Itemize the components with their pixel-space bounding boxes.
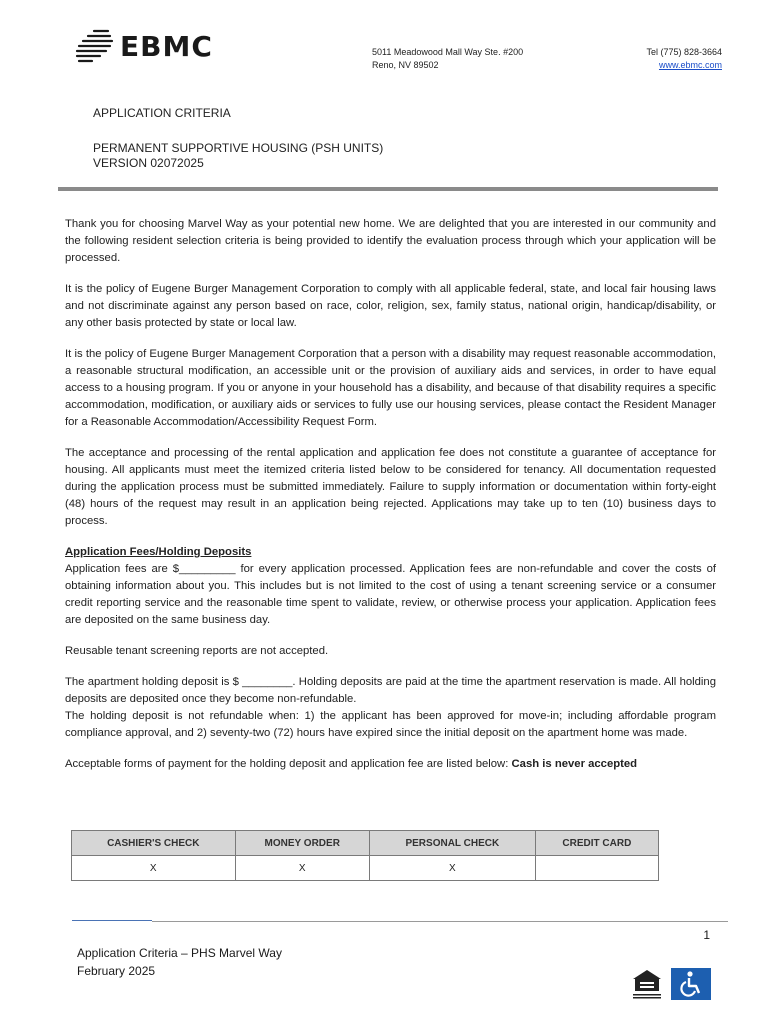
accessibility-badge — [671, 968, 711, 1000]
equal-housing-icon — [630, 968, 664, 1000]
table-cell: X — [235, 856, 369, 881]
website-link[interactable]: www.ebmc.com — [658, 60, 722, 70]
page-number: 1 — [703, 928, 710, 942]
deposit-refund-paragraph: The holding deposit is not refundable when: 1) the applicant has been approved for move-in; including affordable program compliance approval, and 2) seventy-two (72) hours have expired since the initial deposit on the apartment home was made. — [65, 710, 716, 739]
screening-reports-paragraph: Reusable tenant screening reports are not accepted. — [65, 645, 329, 657]
no-cash-notice: Cash is never accepted — [511, 758, 638, 770]
logo-text: EBMC — [120, 29, 213, 63]
company-logo — [72, 28, 213, 64]
footer-title: Application Criteria – PHS Marvel Way — [77, 946, 282, 960]
footer — [77, 944, 282, 980]
wheelchair-icon — [677, 970, 705, 998]
holding-deposit-paragraph: The apartment holding deposit is $ ________. Holding deposits are paid at the time the apartment reservation is made. All holding deposits are deposited once they become non-refundable. — [65, 676, 716, 705]
ebmc-logo-icon — [72, 28, 116, 64]
table-cell: X — [369, 856, 535, 881]
document-title: APPLICATION CRITERIA — [93, 106, 231, 120]
table-cell: X — [72, 856, 236, 881]
table-header-cell: PERSONAL CHECK — [369, 831, 535, 856]
program-title: PERMANENT SUPPORTIVE HOUSING (PSH UNITS) — [93, 141, 384, 155]
table-header-cell: CASHIER'S CHECK — [72, 831, 236, 856]
address-line-1: 5011 Meadowood Mall Way Ste. #200 — [372, 47, 524, 57]
table-row — [72, 856, 659, 881]
company-address — [372, 46, 523, 72]
table-header-row — [72, 831, 659, 856]
fees-section-heading: Application Fees/Holding Deposits — [65, 546, 252, 558]
table-cell — [535, 856, 658, 881]
company-contact — [646, 46, 722, 72]
payment-forms-text: Acceptable forms of payment for the holding deposit and application fee are listed below: — [65, 758, 512, 770]
fair-housing-paragraph: It is the policy of Eugene Burger Management Corporation to comply with all applicable federal, state, and local fair housing laws and not discriminate against any person based on race, color, religion, sex, family status, national origin, handicap/disability, or any other basis protected by state or local law. — [65, 283, 716, 329]
table-header-cell: CREDIT CARD — [535, 831, 658, 856]
footer-divider — [152, 921, 728, 922]
document-body — [65, 216, 716, 773]
table-header-cell: MONEY ORDER — [235, 831, 369, 856]
intro-paragraph: Thank you for choosing Marvel Way as your potential new home. We are delighted that you are interested in our community and the following resident selection criteria is being provided to identify the evaluation process through which your application will be processed. — [65, 218, 716, 264]
acceptance-paragraph: The acceptance and processing of the rental application and application fee does not constitute a guarantee of acceptance for housing. All applicants must meet the itemized criteria listed below to be considered for tenancy. All documentation requested during the application process must be submitted immediately. Failure to supply information or documentation within forty-eight (48) hours of the request may result in an application being rejected. Applications may take up to ten (10) business days to process. — [65, 447, 716, 527]
header-divider — [58, 187, 718, 191]
accommodation-paragraph: It is the policy of Eugene Burger Management Corporation that a person with a disability may request reasonable accommodation, a reasonable structural modification, an accessible unit or the provision of auxiliary aids and services, in order to have equal access to a housing program. If you or anyone in your household has a disability, and because of that disability requires a specific accommodation, modification, or auxiliary aids or services to fully use our housing services, please contact the Resident Manager for a Reasonable Accommodation/Accessibility Request Form. — [65, 348, 716, 428]
payment-methods-table — [71, 830, 659, 881]
payment-forms-paragraph — [65, 756, 716, 773]
address-line-2: Reno, NV 89502 — [372, 60, 439, 70]
application-fee-paragraph: Application fees are $_________ for every application processed. Application fees are non-refundable and cover the costs of obtaining information about you. This includes but is not limited to the cost of using a tenant screening service or a consumer credit reporting service and the reasonable time spent to validate, review, or otherwise process your application. Application fees are deposited on the same business day. — [65, 563, 716, 626]
footer-date: February 2025 — [77, 964, 156, 978]
phone-number: Tel (775) 828-3664 — [646, 47, 722, 57]
footer-divider-accent — [72, 920, 152, 921]
version-label: VERSION 02072025 — [93, 156, 204, 170]
